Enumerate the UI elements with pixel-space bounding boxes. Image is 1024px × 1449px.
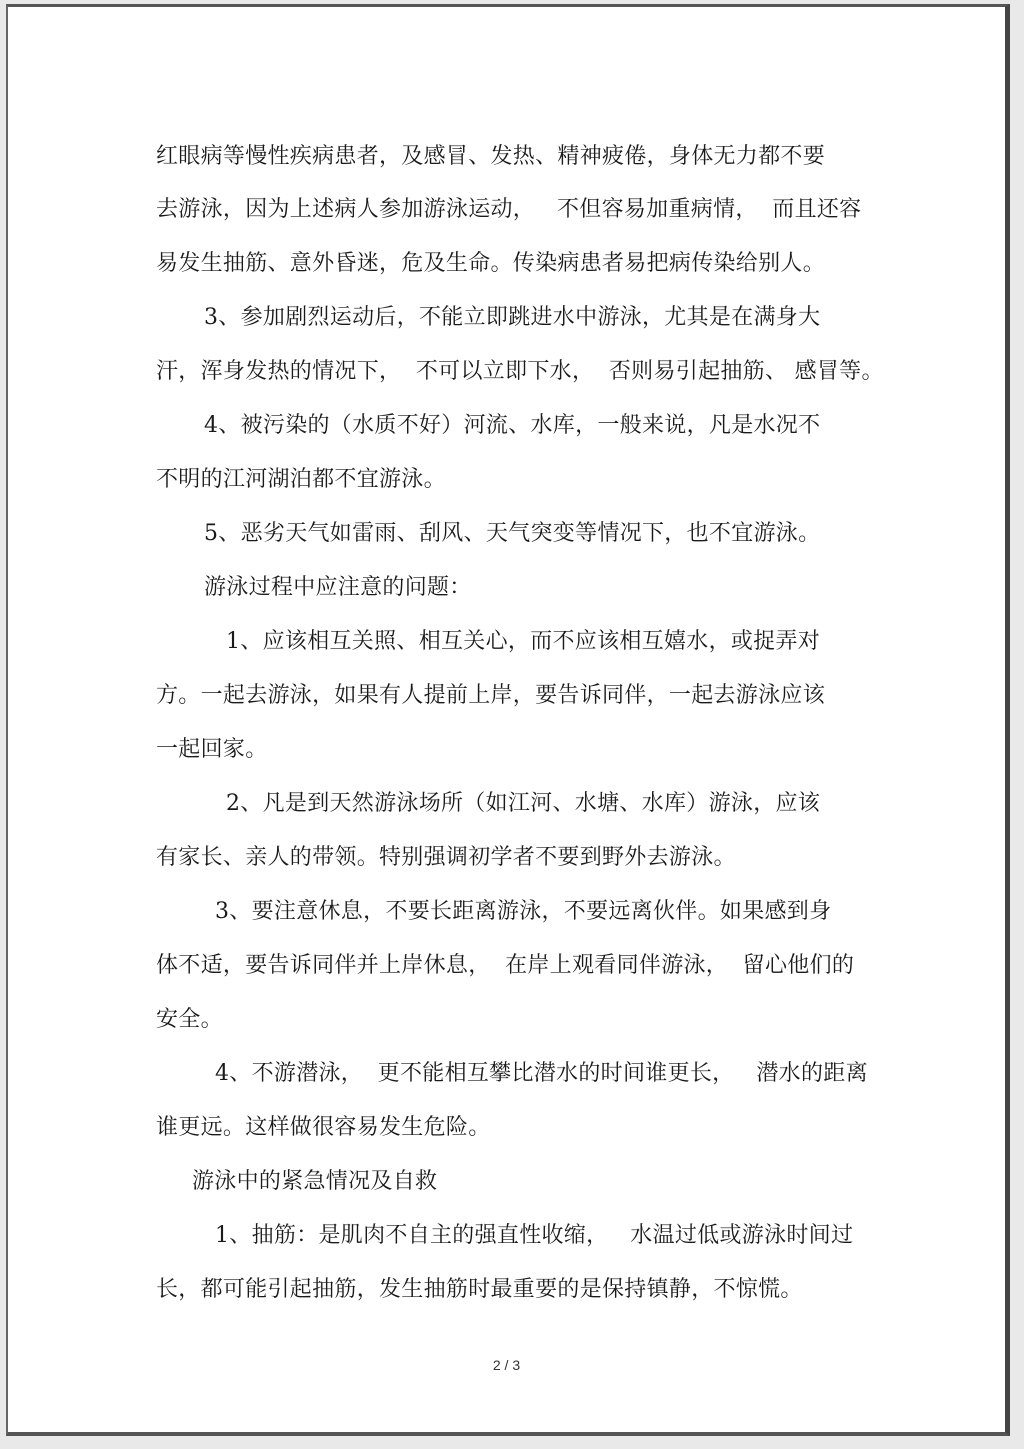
text-line: 长，都可能引起抽筋，发生抽筋时最重要的是保持镇静，不惊慌。 (156, 1277, 803, 1302)
section-heading: 游泳过程中应注意的问题： (204, 575, 472, 600)
text-line: 1、应该相互关照、相互关心，而不应该相互嬉水，或捉弄对 (226, 629, 821, 654)
text-line: 有家长、亲人的带领。特别强调初学者不要到野外去游泳。 (156, 845, 736, 870)
page-number: 2 / 3 (492, 1357, 521, 1373)
text-line: 易发生抽筋、意外昏迷，危及生命。传染病患者易把病传染给别人。 (156, 251, 826, 276)
text-line: 不明的江河湖泊都不宜游泳。 (156, 467, 446, 492)
text-line: 汗，浑身发热的情况下， 不可以立即下水， 否则易引起抽筋、 感冒等。 (156, 359, 884, 384)
text-line: 红眼病等慢性疾病患者，及感冒、发热、精神疲倦，身体无力都不要 (156, 144, 826, 169)
text-line: 一起回家。 (156, 737, 268, 762)
text-line: 4、不游潜泳， 更不能相互攀比潜水的时间谁更长， 潜水的距离 (215, 1061, 868, 1086)
text-line: 3、参加剧烈运动后，不能立即跳进水中游泳，尤其是在满身大 (204, 305, 821, 330)
text-line: 去游泳，因为上述病人参加游泳运动， 不但容易加重病情， 而且还容 (156, 197, 862, 222)
section-heading: 游泳中的紧急情况及自救 (192, 1169, 438, 1194)
text-line: 方。一起去游泳，如果有人提前上岸，要告诉同伴，一起去游泳应该 (156, 683, 826, 708)
text-line: 1、抽筋：是肌肉不自主的强直性收缩， 水温过低或游泳时间过 (215, 1223, 854, 1248)
text-line: 2、凡是到天然游泳场所（如江河、水塘、水库）游泳，应该 (226, 791, 821, 816)
text-line: 3、要注意休息，不要长距离游泳，不要远离伙伴。如果感到身 (215, 899, 832, 924)
text-line: 5、恶劣天气如雷雨、刮风、天气突变等情况下，也不宜游泳。 (204, 521, 821, 546)
text-line: 安全。 (156, 1007, 223, 1032)
document-page (6, 4, 1010, 1436)
text-line: 体不适，要告诉同伴并上岸休息， 在岸上观看同伴游泳， 留心他们的 (156, 953, 855, 978)
text-line: 谁更远。这样做很容易发生危险。 (156, 1115, 491, 1140)
text-line: 4、被污染的（水质不好）河流、水库，一般来说，凡是水况不 (204, 413, 821, 438)
